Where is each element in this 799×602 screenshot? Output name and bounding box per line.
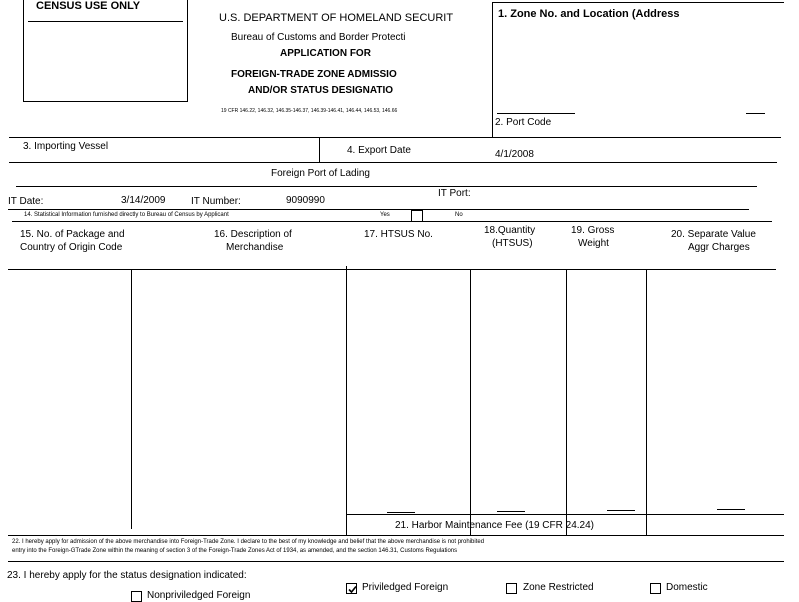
checkmark-icon: [347, 584, 358, 595]
status-designation-label: 23. I hereby apply for the status designation indicated:: [7, 570, 247, 581]
it-number-value: 9090990: [286, 195, 325, 206]
bureau-name: Bureau of Customs and Border Protecti: [231, 32, 406, 43]
priviledged-foreign-label: Priviledged Foreign: [362, 582, 449, 593]
cfr-reference: 19 CFR 146.22, 146.32, 146.35-146.37, 146.39-146.41, 146.44, 146.53, 146.66: [221, 108, 398, 114]
col20-header-line1: 20. Separate Value: [671, 229, 756, 240]
row3-top-border: [9, 137, 781, 138]
nonpriviledged-foreign-checkbox[interactable]: [131, 591, 142, 602]
items-subtotal-stub-1: [387, 512, 415, 513]
census-use-title: CENSUS USE ONLY: [36, 0, 141, 12]
zone-short-line-right: [746, 113, 765, 114]
items-table-top-border: [8, 269, 776, 270]
statistical-no-label: No: [455, 212, 463, 218]
declaration-line2: entry into the Foreign-GTrade Zone within the meaning of section 3 of the Foreign-Trade Zones Act of 1934, as amended, and the section 146.31, Customs Regulations: [12, 548, 458, 554]
declaration-line1: 22. I hereby apply for admission of the above merchandise into Foreign-Trade Zone. I declare to the best of my knowledge and belief that the above merchandise is not prohibited: [12, 539, 485, 545]
col18-header-line2: (HTSUS): [492, 238, 533, 249]
statistical-yes-label: Yes: [380, 212, 390, 218]
foreign-port-lading-label: Foreign Port of Lading: [271, 168, 370, 179]
zone-top-border: [493, 2, 784, 3]
items-col-divider-2: [346, 266, 347, 536]
department-name: U.S. DEPARTMENT OF HOMELAND SECURIT: [219, 12, 454, 24]
declaration-bottom-border: [8, 561, 784, 562]
importing-vessel-label: 3. Importing Vessel: [23, 141, 109, 152]
zone-location-label: 1. Zone No. and Location (Address: [498, 8, 680, 20]
nonpriviledged-foreign-label: Nonpriviledged Foreign: [147, 590, 251, 601]
zone-restricted-checkbox[interactable]: [506, 583, 517, 594]
col17-header: 17. HTSUS No.: [364, 229, 433, 240]
census-use-box: [23, 0, 188, 102]
form-title-line2: FOREIGN-TRADE ZONE ADMISSIO: [231, 69, 397, 80]
zone-short-line-left: [497, 113, 575, 114]
form-title-line1: APPLICATION FOR: [280, 48, 371, 59]
items-col-divider-1: [131, 270, 132, 529]
col20-header-line2: Aggr Charges: [688, 242, 750, 253]
items-subtotal-stub-3: [607, 510, 635, 511]
census-title-underline: [28, 21, 183, 22]
export-date-value: 4/1/2008: [495, 149, 534, 160]
it-port-label: IT Port:: [438, 188, 471, 199]
col16-header-line1: 16. Description of: [214, 229, 292, 240]
priviledged-foreign-checkbox[interactable]: [346, 583, 357, 594]
domestic-checkbox[interactable]: [650, 583, 661, 594]
export-date-label: 4. Export Date: [347, 145, 411, 156]
col16-header-line2: Merchandise: [226, 242, 284, 253]
domestic-label: Domestic: [666, 582, 708, 593]
zone-restricted-label: Zone Restricted: [523, 582, 594, 593]
statistical-info-text: 14. Statistical Information furnished directly to Bureau of Census by Applicant: [24, 212, 229, 218]
harbor-fee-top-border: [346, 514, 784, 515]
port-code-label: 2. Port Code: [495, 117, 552, 128]
form-title-line3: AND/OR STATUS DESIGNATIO: [248, 85, 393, 96]
items-col-divider-5: [646, 270, 647, 536]
col19-header-line1: 19. Gross: [571, 225, 615, 236]
it-date-label: IT Date:: [8, 196, 44, 207]
harbor-fee-bottom-border: [8, 535, 784, 536]
col15-header-line2: Country of Origin Code: [20, 242, 123, 253]
col18-header-line1: 18.Quantity: [484, 225, 536, 236]
row3-divider: [319, 138, 320, 162]
it-date-value: 3/14/2009: [121, 195, 166, 206]
statistical-bottom-border: [12, 221, 772, 222]
zone-left-border: [492, 2, 493, 138]
harbor-fee-label: 21. Harbor Maintenance Fee (19 CFR 24.24): [395, 520, 594, 531]
items-col-divider-4: [566, 270, 567, 536]
items-subtotal-stub-2: [497, 511, 525, 512]
it-bottom-border: [8, 209, 749, 210]
items-col-divider-3: [470, 270, 471, 536]
it-number-label: IT Number:: [191, 196, 241, 207]
col15-header-line1: 15. No. of Package and: [20, 229, 125, 240]
lading-bottom-border: [16, 186, 757, 187]
items-subtotal-stub-4: [717, 509, 745, 510]
row3-bottom-border: [9, 162, 777, 163]
col19-header-line2: Weight: [578, 238, 609, 249]
